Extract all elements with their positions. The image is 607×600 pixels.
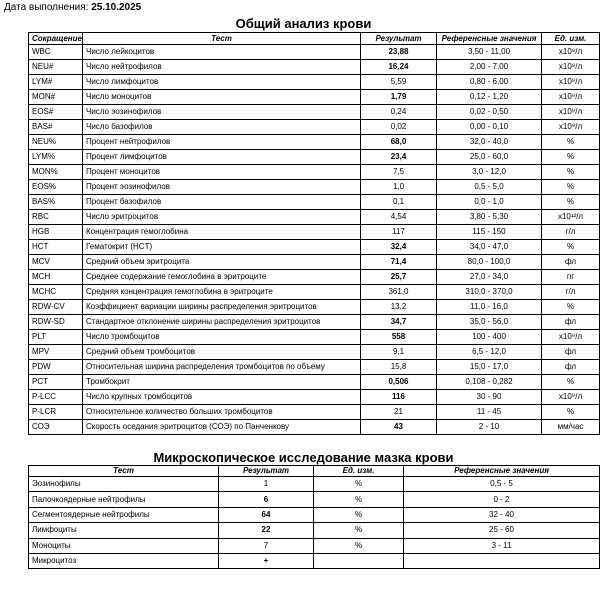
- smear-test-name-cell: Микроцитоз: [29, 553, 219, 568]
- cbc-unit-cell: %: [542, 375, 600, 390]
- cbc-test-name-cell: Скорость оседания эритроцитов (СОЭ) по Панченкову: [83, 420, 361, 435]
- smear-reference-cell: 32 - 40: [404, 507, 600, 522]
- cbc-reference-cell: 6,5 - 12,0: [437, 345, 542, 360]
- cbc-row: [29, 315, 600, 330]
- cbc-reference-cell: 0,80 - 6,00: [437, 75, 542, 90]
- cbc-reference-cell: 80,0 - 100,0: [437, 255, 542, 270]
- smear-unit-cell: [314, 553, 404, 568]
- cbc-code-cell: MCHC: [29, 285, 83, 300]
- smear-title: Микроскопическое исследование мазка крови: [153, 450, 454, 465]
- cbc-test-name-cell: Процент лимфоцитов: [83, 150, 361, 165]
- cbc-reference-cell: 0,02 - 0,50: [437, 105, 542, 120]
- smear-row: [29, 492, 600, 507]
- cbc-test-name-cell: Среднее содержание гемоглобина в эритроците: [83, 270, 361, 285]
- cbc-title: Общий анализ крови: [235, 16, 372, 31]
- cbc-row: [29, 270, 600, 285]
- cbc-row: [29, 300, 600, 315]
- cbc-code-cell: PCT: [29, 375, 83, 390]
- cbc-reference-cell: 0,108 - 0,282: [437, 375, 542, 390]
- cbc-code-cell: MCH: [29, 270, 83, 285]
- cbc-row: [29, 405, 600, 420]
- col-header-result: Результат: [361, 33, 437, 45]
- cbc-unit-cell: г/л: [542, 225, 600, 240]
- cbc-test-name-cell: Процент эозинофилов: [83, 180, 361, 195]
- cbc-row: [29, 420, 600, 435]
- cbc-unit-cell: x10⁹/л: [542, 75, 600, 90]
- cbc-code-cell: PDW: [29, 360, 83, 375]
- cbc-code-cell: NEU#: [29, 60, 83, 75]
- date-label: Дата выполнения:: [4, 2, 89, 13]
- cbc-unit-cell: %: [542, 405, 600, 420]
- col-header-unit: Ед. изм.: [542, 33, 600, 45]
- smear-row: [29, 507, 600, 522]
- cbc-unit-cell: x10⁹/л: [542, 390, 600, 405]
- cbc-test-name-cell: Относительное количество больших тромбоцитов: [83, 405, 361, 420]
- cbc-test-name-cell: Число нейтрофилов: [83, 60, 361, 75]
- cbc-row: [29, 45, 600, 60]
- cbc-code-cell: P-LCR: [29, 405, 83, 420]
- cbc-code-cell: HGB: [29, 225, 83, 240]
- cbc-code-cell: MCV: [29, 255, 83, 270]
- cbc-code-cell: PLT: [29, 330, 83, 345]
- cbc-unit-cell: x10⁹/л: [542, 120, 600, 135]
- cbc-row: [29, 360, 600, 375]
- smear-table: [28, 465, 600, 569]
- execution-date: [4, 2, 141, 13]
- cbc-result-cell: 32,4: [361, 240, 437, 255]
- cbc-test-name-cell: Средняя концентрация гемоглобина в эритроците: [83, 285, 361, 300]
- cbc-result-cell: 23,4: [361, 150, 437, 165]
- cbc-reference-cell: 0,12 - 1,20: [437, 90, 542, 105]
- col-header-reference: Референсные значения: [437, 33, 542, 45]
- cbc-result-cell: 558: [361, 330, 437, 345]
- cbc-reference-cell: 15,0 - 17,0: [437, 360, 542, 375]
- cbc-code-cell: RBC: [29, 210, 83, 225]
- cbc-unit-cell: пг: [542, 270, 600, 285]
- cbc-row: [29, 105, 600, 120]
- cbc-reference-cell: 2,00 - 7,00: [437, 60, 542, 75]
- cbc-test-name-cell: Стандартное отклонение ширины распределения эритроцитов: [83, 315, 361, 330]
- cbc-result-cell: 25,7: [361, 270, 437, 285]
- smear-unit-cell: %: [314, 492, 404, 507]
- cbc-unit-cell: фл: [542, 255, 600, 270]
- cbc-code-cell: EOS%: [29, 180, 83, 195]
- cbc-code-cell: RDW-CV: [29, 300, 83, 315]
- cbc-test-name-cell: Процент базофилов: [83, 195, 361, 210]
- cbc-row: [29, 345, 600, 360]
- cbc-result-cell: 16,24: [361, 60, 437, 75]
- smear-unit-cell: %: [314, 538, 404, 553]
- col-header-test: Тест: [83, 33, 361, 45]
- cbc-test-name-cell: Относительная ширина распределения тромбоцитов по объему: [83, 360, 361, 375]
- cbc-test-name-cell: Число лимфоцитов: [83, 75, 361, 90]
- cbc-row: [29, 90, 600, 105]
- smear-result-cell: +: [219, 553, 314, 568]
- smear-reference-cell: 25 - 60: [404, 523, 600, 538]
- smear-reference-cell: 0,5 - 5: [404, 477, 600, 492]
- cbc-unit-cell: фл: [542, 360, 600, 375]
- cbc-result-cell: 116: [361, 390, 437, 405]
- cbc-test-name-cell: Число тромбоцитов: [83, 330, 361, 345]
- cbc-table: [28, 32, 600, 435]
- cbc-row: [29, 60, 600, 75]
- cbc-result-cell: 5,59: [361, 75, 437, 90]
- smear-col-header-unit: Ед. изм.: [314, 466, 404, 477]
- cbc-code-cell: EOS#: [29, 105, 83, 120]
- cbc-result-cell: 1,0: [361, 180, 437, 195]
- cbc-result-cell: 9,1: [361, 345, 437, 360]
- cbc-test-name-cell: Число базофилов: [83, 120, 361, 135]
- smear-row: [29, 553, 600, 568]
- cbc-unit-cell: x10⁹/л: [542, 105, 600, 120]
- smear-row: [29, 523, 600, 538]
- cbc-reference-cell: 3,50 - 11,00: [437, 45, 542, 60]
- smear-unit-cell: %: [314, 507, 404, 522]
- cbc-row: [29, 330, 600, 345]
- cbc-unit-cell: x10⁹/л: [542, 330, 600, 345]
- cbc-code-cell: BAS#: [29, 120, 83, 135]
- cbc-test-name-cell: Число моноцитов: [83, 90, 361, 105]
- smear-test-name-cell: Моноциты: [29, 538, 219, 553]
- cbc-result-cell: 43: [361, 420, 437, 435]
- smear-reference-cell: [404, 553, 600, 568]
- smear-col-header-test: Тест: [29, 466, 219, 477]
- cbc-header-row: [29, 33, 600, 45]
- smear-result-cell: 1: [219, 477, 314, 492]
- smear-result-cell: 7: [219, 538, 314, 553]
- cbc-row: [29, 240, 600, 255]
- cbc-row: [29, 165, 600, 180]
- cbc-result-cell: 0,506: [361, 375, 437, 390]
- cbc-row: [29, 180, 600, 195]
- cbc-reference-cell: 32,0 - 40,0: [437, 135, 542, 150]
- smear-test-name-cell: Эозинофилы: [29, 477, 219, 492]
- cbc-result-cell: 34,7: [361, 315, 437, 330]
- smear-test-name-cell: Лимфоциты: [29, 523, 219, 538]
- cbc-row: [29, 390, 600, 405]
- cbc-result-cell: 71,4: [361, 255, 437, 270]
- cbc-code-cell: СОЭ: [29, 420, 83, 435]
- cbc-reference-cell: 35,0 - 56,0: [437, 315, 542, 330]
- cbc-result-cell: 1,79: [361, 90, 437, 105]
- cbc-unit-cell: %: [542, 180, 600, 195]
- cbc-result-cell: 21: [361, 405, 437, 420]
- cbc-row: [29, 285, 600, 300]
- cbc-result-cell: 361,0: [361, 285, 437, 300]
- cbc-test-name-cell: Процент нейтрофилов: [83, 135, 361, 150]
- cbc-unit-cell: x10¹²/л: [542, 210, 600, 225]
- cbc-reference-cell: 30 - 90: [437, 390, 542, 405]
- cbc-unit-cell: x10⁹/л: [542, 60, 600, 75]
- cbc-unit-cell: %: [542, 150, 600, 165]
- smear-reference-cell: 3 - 11: [404, 538, 600, 553]
- cbc-unit-cell: фл: [542, 315, 600, 330]
- cbc-row: [29, 225, 600, 240]
- smear-result-cell: 64: [219, 507, 314, 522]
- smear-reference-cell: 0 - 2: [404, 492, 600, 507]
- cbc-unit-cell: x10⁹/л: [542, 45, 600, 60]
- cbc-code-cell: P-LCC: [29, 390, 83, 405]
- cbc-unit-cell: г/л: [542, 285, 600, 300]
- cbc-reference-cell: 2 - 10: [437, 420, 542, 435]
- cbc-code-cell: NEU%: [29, 135, 83, 150]
- cbc-code-cell: BAS%: [29, 195, 83, 210]
- cbc-code-cell: LYM%: [29, 150, 83, 165]
- smear-unit-cell: %: [314, 523, 404, 538]
- smear-test-name-cell: Палочкоядерные нейтрофилы: [29, 492, 219, 507]
- cbc-row: [29, 75, 600, 90]
- cbc-row: [29, 195, 600, 210]
- cbc-test-name-cell: Тромбокрит: [83, 375, 361, 390]
- cbc-result-cell: 0,1: [361, 195, 437, 210]
- cbc-test-name-cell: Гематокрит (HCT): [83, 240, 361, 255]
- cbc-result-cell: 0,24: [361, 105, 437, 120]
- cbc-reference-cell: 34,0 - 47,0: [437, 240, 542, 255]
- cbc-unit-cell: фл: [542, 345, 600, 360]
- smear-test-name-cell: Сегментоядерные нейтрофилы: [29, 507, 219, 522]
- cbc-reference-cell: 0,5 - 5,0: [437, 180, 542, 195]
- cbc-unit-cell: %: [542, 195, 600, 210]
- cbc-code-cell: MON%: [29, 165, 83, 180]
- cbc-code-cell: HCT: [29, 240, 83, 255]
- cbc-reference-cell: 115 - 150: [437, 225, 542, 240]
- cbc-unit-cell: %: [542, 300, 600, 315]
- cbc-test-name-cell: Число лейкоцитов: [83, 45, 361, 60]
- cbc-reference-cell: 0,0 - 1,0: [437, 195, 542, 210]
- smear-row: [29, 538, 600, 553]
- cbc-reference-cell: 25,0 - 60,0: [437, 150, 542, 165]
- cbc-test-name-cell: Средний объем тромбоцитов: [83, 345, 361, 360]
- cbc-row: [29, 375, 600, 390]
- cbc-unit-cell: %: [542, 165, 600, 180]
- cbc-test-name-cell: Средний объем эритроцита: [83, 255, 361, 270]
- cbc-test-name-cell: Концентрация гемоглобина: [83, 225, 361, 240]
- cbc-reference-cell: 310,0 - 370,0: [437, 285, 542, 300]
- cbc-result-cell: 117: [361, 225, 437, 240]
- cbc-result-cell: 7,5: [361, 165, 437, 180]
- cbc-reference-cell: 11 - 45: [437, 405, 542, 420]
- cbc-code-cell: WBC: [29, 45, 83, 60]
- cbc-unit-cell: x10⁹/л: [542, 90, 600, 105]
- cbc-unit-cell: %: [542, 240, 600, 255]
- cbc-test-name-cell: Процент моноцитов: [83, 165, 361, 180]
- cbc-code-cell: MPV: [29, 345, 83, 360]
- col-header-code: Сокращение: [29, 33, 83, 45]
- cbc-test-name-cell: Число крупных тромбоцитов: [83, 390, 361, 405]
- smear-header-row: [29, 466, 600, 477]
- date-value: 25.10.2025: [91, 2, 142, 13]
- cbc-row: [29, 255, 600, 270]
- smear-row: [29, 477, 600, 492]
- cbc-reference-cell: 3,0 - 12,0: [437, 165, 542, 180]
- smear-result-cell: 22: [219, 523, 314, 538]
- cbc-reference-cell: 100 - 400: [437, 330, 542, 345]
- cbc-result-cell: 0,02: [361, 120, 437, 135]
- cbc-reference-cell: 11,0 - 16,0: [437, 300, 542, 315]
- cbc-code-cell: LYM#: [29, 75, 83, 90]
- cbc-code-cell: MON#: [29, 90, 83, 105]
- cbc-result-cell: 15,8: [361, 360, 437, 375]
- cbc-row: [29, 120, 600, 135]
- cbc-result-cell: 4,54: [361, 210, 437, 225]
- cbc-row: [29, 210, 600, 225]
- cbc-reference-cell: 3,80 - 5,30: [437, 210, 542, 225]
- smear-col-header-result: Результат: [219, 466, 314, 477]
- smear-col-header-reference: Референсные значения: [404, 466, 600, 477]
- cbc-unit-cell: мм/час: [542, 420, 600, 435]
- cbc-result-cell: 23,88: [361, 45, 437, 60]
- cbc-unit-cell: %: [542, 135, 600, 150]
- cbc-result-cell: 13,2: [361, 300, 437, 315]
- cbc-result-cell: 68,0: [361, 135, 437, 150]
- cbc-test-name-cell: Число эритроцитов: [83, 210, 361, 225]
- cbc-reference-cell: 0,00 - 0,10: [437, 120, 542, 135]
- cbc-test-name-cell: Коэффициент вариации ширины распределения эритроцитов: [83, 300, 361, 315]
- smear-result-cell: 6: [219, 492, 314, 507]
- cbc-row: [29, 150, 600, 165]
- cbc-code-cell: RDW-SD: [29, 315, 83, 330]
- cbc-test-name-cell: Число эозинофилов: [83, 105, 361, 120]
- cbc-row: [29, 135, 600, 150]
- cbc-reference-cell: 27,0 - 34,0: [437, 270, 542, 285]
- smear-unit-cell: %: [314, 477, 404, 492]
